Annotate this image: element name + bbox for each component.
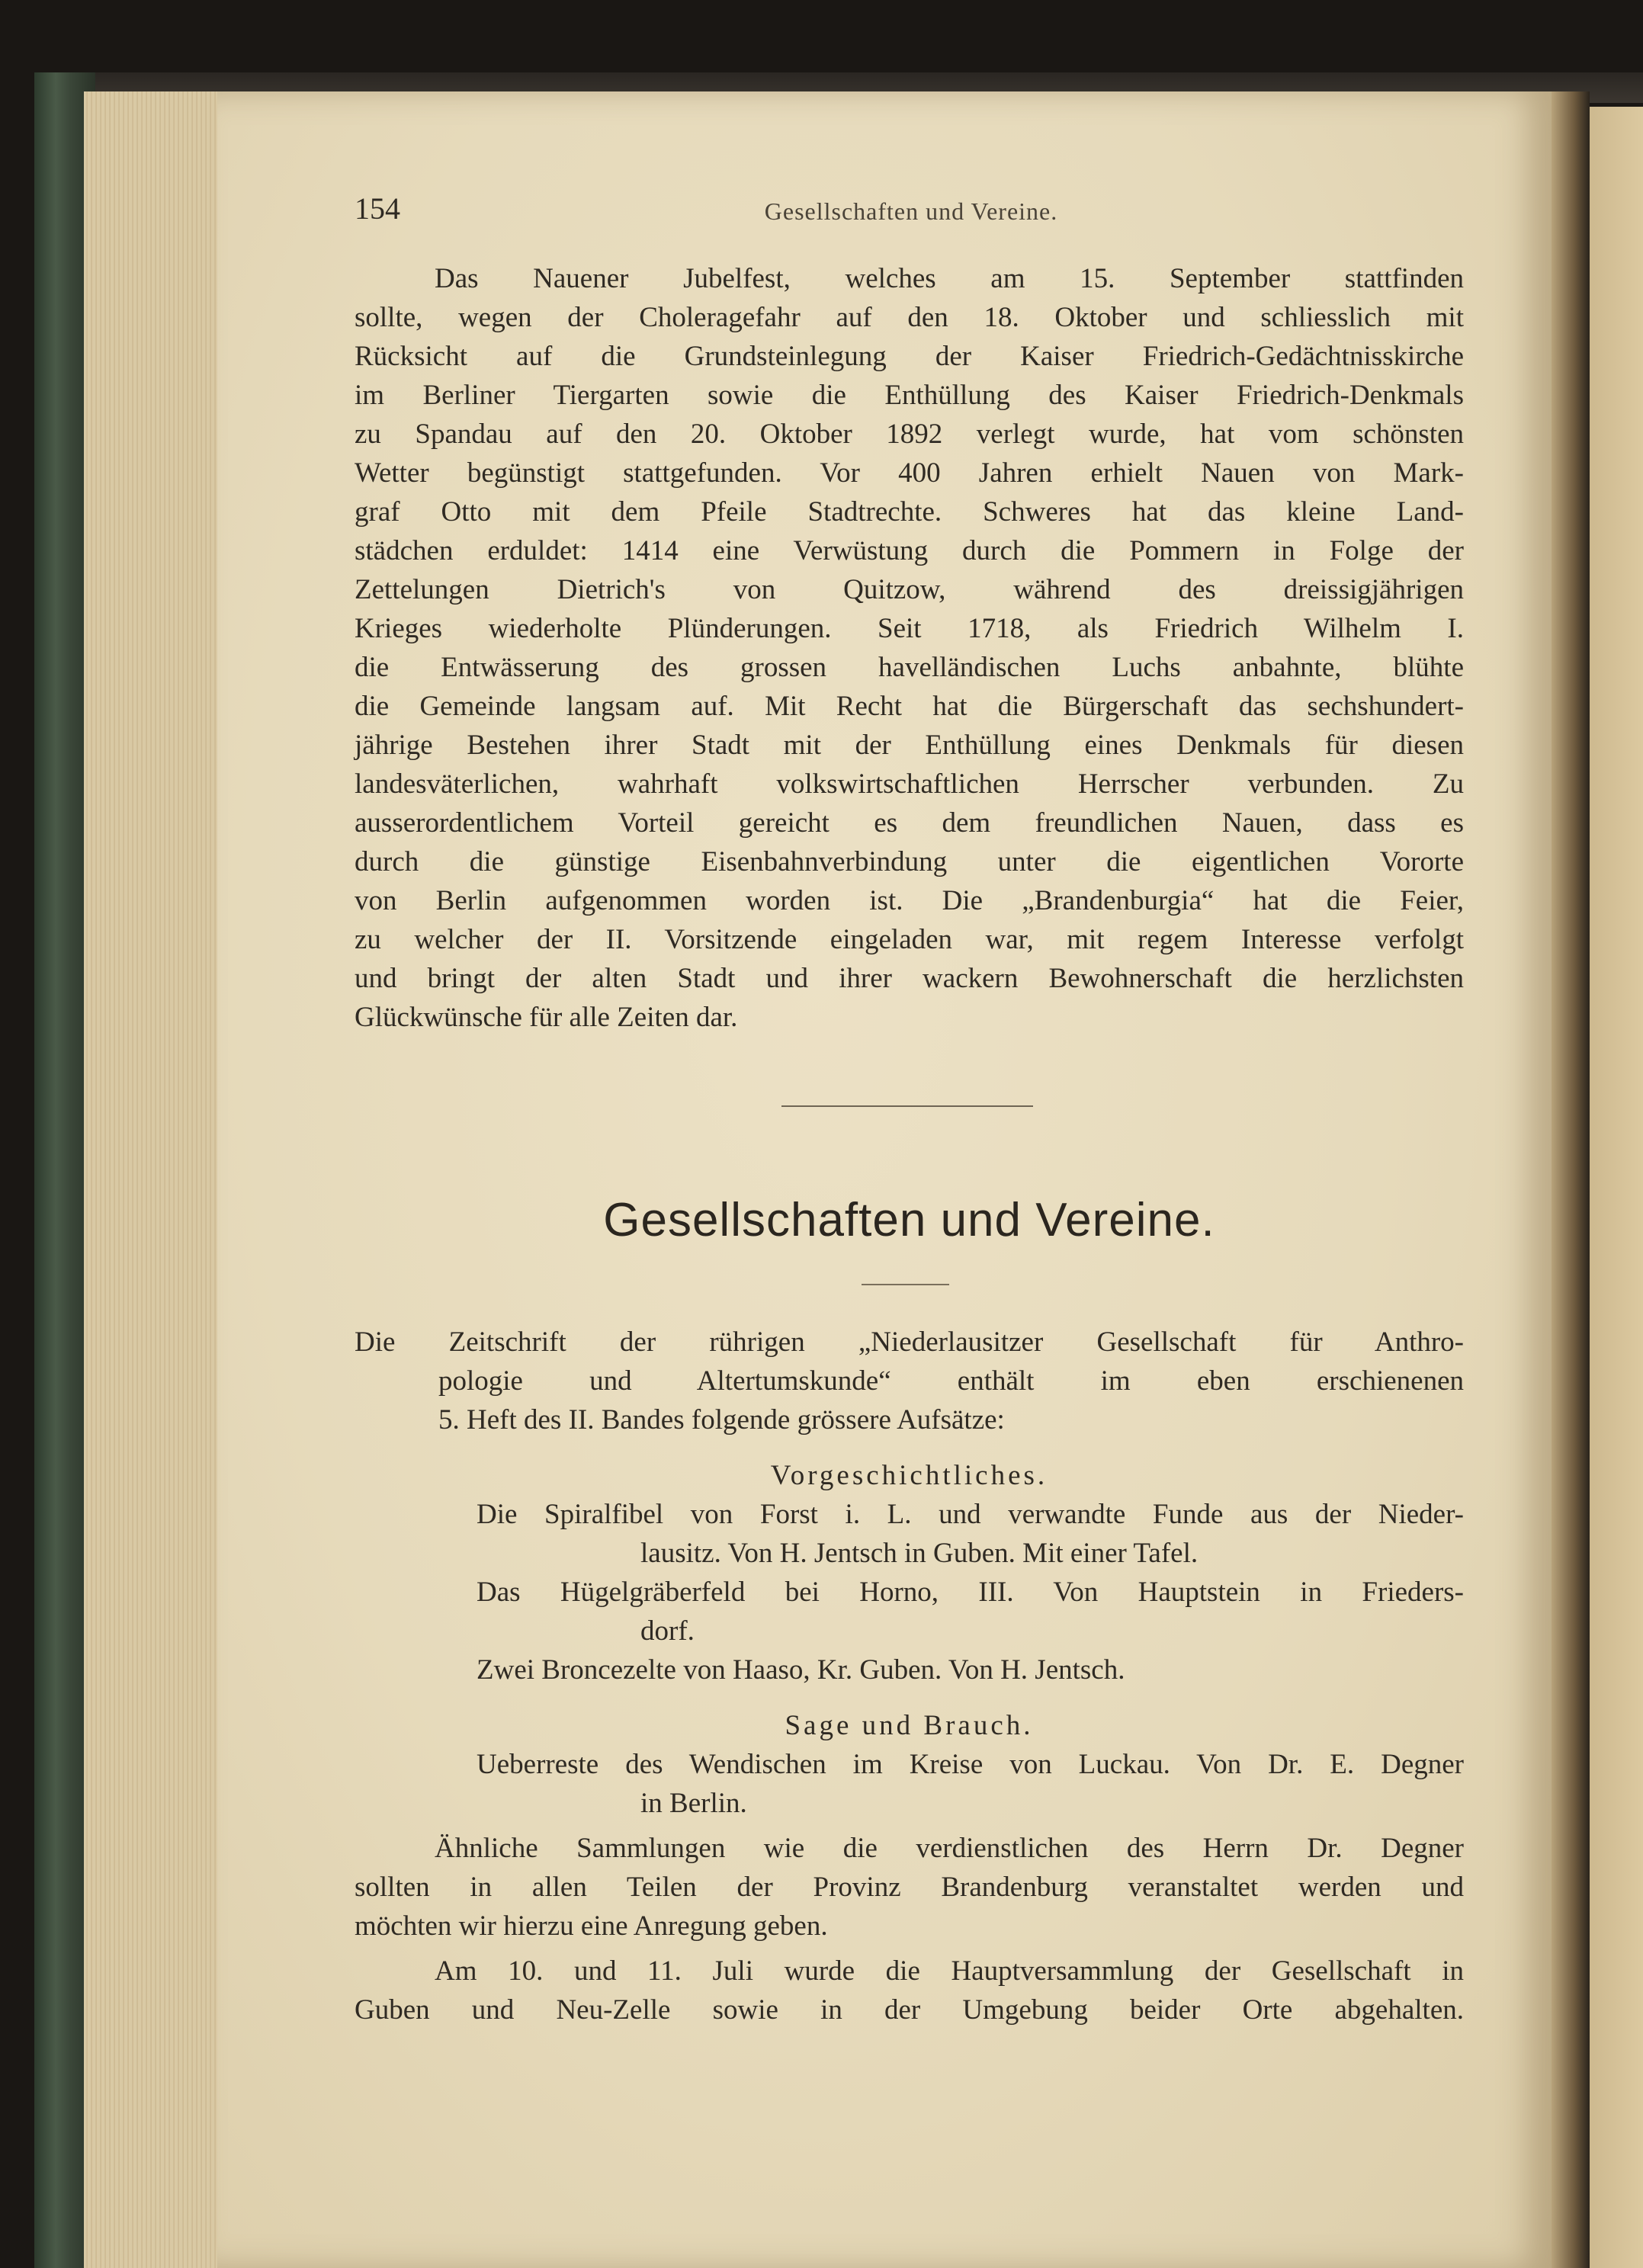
- entry-line: in Berlin.: [640, 1788, 747, 1819]
- paragraph-line: von Berlin aufgenommen worden ist. Die „Brandenburgia“ hat die Feier,: [355, 885, 1464, 916]
- subheading-vorgeschichtliches: Vorgeschichtliches.: [770, 1460, 1048, 1491]
- subheading-sage-und-brauch: Sage und Brauch.: [785, 1710, 1034, 1741]
- paragraph-line: Rücksicht auf die Grundsteinlegung der Kaiser Friedrich-Gedächtnisskirche: [355, 341, 1464, 372]
- book-gutter: [1552, 91, 1590, 2268]
- paragraph-line: Am 10. und 11. Juli wurde die Hauptversammlung der Gesellschaft in: [435, 1955, 1464, 1987]
- paragraph-line: sollte, wegen der Choleragefahr auf den 18. Oktober und schliesslich mit: [355, 302, 1464, 333]
- paragraph-line: sollten in allen Teilen der Provinz Brandenburg veranstaltet werden und: [355, 1872, 1464, 1903]
- paragraph-line: durch die günstige Eisenbahnverbindung unter die eigentlichen Vororte: [355, 846, 1464, 877]
- running-title: Gesellschaften und Vereine.: [764, 197, 1058, 225]
- section-title: Gesellschaften und Vereine.: [603, 1194, 1215, 1246]
- paragraph-line: möchten wir hierzu eine Anregung geben.: [355, 1910, 828, 1942]
- paragraph-line: Ähnliche Sammlungen wie die verdienstlichen des Herrn Dr. Degner: [435, 1833, 1464, 1864]
- societies-section: [355, 1323, 1464, 2029]
- paragraph-line: die Gemeinde langsam auf. Mit Recht hat die Bürgerschaft das sechshundert-: [355, 691, 1464, 722]
- paragraph-line: landesväterlichen, wahrhaft volkswirtschaftlichen Herrscher verbunden. Zu: [355, 768, 1464, 800]
- bibliography-entry: [355, 1745, 1464, 1823]
- intro-line: 5. Heft des II. Bandes folgende grössere Aufsätze:: [438, 1404, 1005, 1436]
- paragraph-line: Zettelungen Dietrich's von Quitzow, während des dreissigjährigen: [355, 574, 1464, 605]
- paragraph-line: Guben und Neu-Zelle sowie in der Umgebung beider Orte abgehalten.: [355, 1994, 1464, 2026]
- bibliography-entry: [355, 1495, 1464, 1573]
- entry-line: Die Spiralfibel von Forst i. L. und verwandte Funde aus der Nieder-: [477, 1499, 1464, 1530]
- entry-line: dorf.: [640, 1615, 695, 1647]
- paragraph-line: graf Otto mit dem Pfeile Stadtrechte. Schweres hat das kleine Land-: [355, 496, 1464, 528]
- paragraph-line: jährige Bestehen ihrer Stadt mit der Enthüllung eines Denkmals für diesen: [355, 730, 1464, 761]
- entry-line: Ueberreste des Wendischen im Kreise von Luckau. Von Dr. E. Degner: [477, 1749, 1464, 1780]
- bibliography-entry: [355, 1650, 1464, 1689]
- paragraph-line: Wetter begünstigt stattgefunden. Vor 400 Jahren erhielt Nauen von Mark-: [355, 457, 1464, 489]
- page-number: 154: [355, 191, 400, 226]
- paragraph-line: städchen erduldet: 1414 eine Verwüstung durch die Pommern in Folge der: [355, 535, 1464, 566]
- nauen-paragraph: [355, 259, 1464, 1037]
- paragraph-line: Krieges wiederholte Plünderungen. Seit 1718, als Friedrich Wilhelm I.: [355, 613, 1464, 644]
- paragraph-line: Glückwünsche für alle Zeiten dar.: [355, 1002, 738, 1033]
- paragraph-line: zu Spandau auf den 20. Oktober 1892 verlegt wurde, hat vom schönsten: [355, 419, 1464, 450]
- entry-line: Zwei Broncezelte von Haaso, Kr. Guben. Von H. Jentsch.: [477, 1654, 1125, 1686]
- intro-line: pologie und Altertumskunde“ enthält im eben erschienenen: [438, 1365, 1464, 1397]
- paragraph-line: zu welcher der II. Vorsitzende eingeladen war, mit regem Interesse verfolgt: [355, 924, 1464, 955]
- running-head: [355, 189, 1468, 227]
- facing-page-edge: [1590, 107, 1643, 2268]
- paragraph-line: Das Nauener Jubelfest, welches am 15. September stattfinden: [435, 263, 1464, 294]
- bibliography-entry: [355, 1573, 1464, 1650]
- paragraph-line: ausserordentlichem Vorteil gereicht es dem freundlichen Nauen, dass es: [355, 807, 1464, 839]
- page-edges: [84, 91, 229, 2268]
- paragraph-line: im Berliner Tiergarten sowie die Enthüllung des Kaiser Friedrich-Denkmals: [355, 380, 1464, 411]
- closing-paragraph-2: [355, 1952, 1464, 2029]
- paragraph-line: und bringt der alten Stadt und ihrer wackern Bewohnerschaft die herzlichsten: [355, 963, 1464, 994]
- paragraph-line: die Entwässerung des grossen havelländischen Luchs anbahnte, blühte: [355, 652, 1464, 683]
- title-underline-rule: [862, 1284, 949, 1285]
- intro-line: Die Zeitschrift der rührigen „Niederlausitzer Gesellschaft für Anthro-: [355, 1326, 1464, 1358]
- closing-paragraph-1: [355, 1829, 1464, 1946]
- entry-line: Das Hügelgräberfeld bei Horno, III. Von Hauptstein in Frieders-: [477, 1577, 1464, 1608]
- section-divider-rule: [781, 1105, 1033, 1107]
- entry-line: lausitz. Von H. Jentsch in Guben. Mit einer Tafel.: [640, 1538, 1199, 1569]
